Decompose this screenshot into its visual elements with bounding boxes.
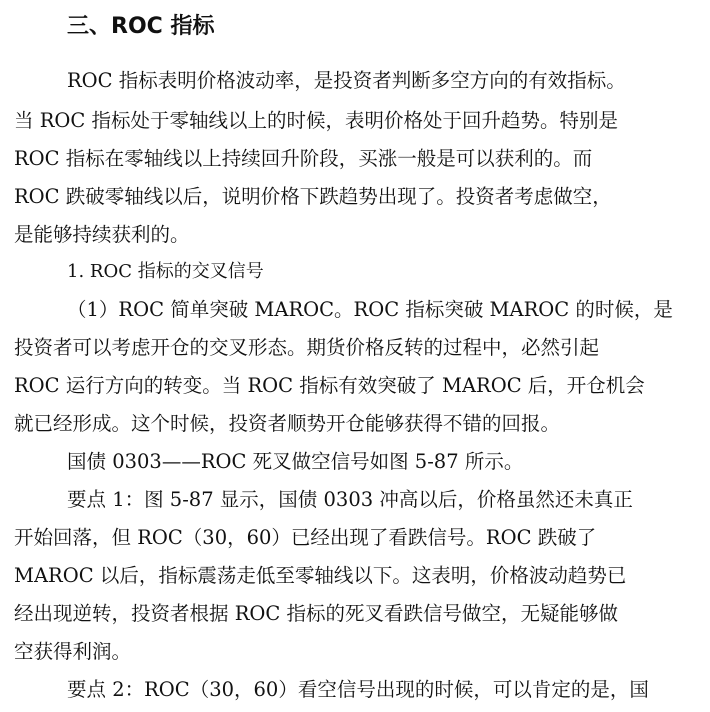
paragraph-3-line-2: 开始回落，但 ROC（30，60）已经出现了看跌信号。ROC 跌破了	[14, 526, 597, 549]
paragraph-2-line-2: 投资者可以考虑开仓的交叉形态。期货价格反转的过程中，必然引起	[14, 336, 600, 359]
paragraph-4-line-1: 要点 2：ROC（30，60）看空信号出现的时候，可以肯定的是，国	[67, 678, 649, 701]
paragraph-2-line-3: ROC 运行方向的转变。当 ROC 指标有效突破了 MAROC 后，开仓机会	[14, 374, 645, 397]
paragraph-2-line-4: 就已经形成。这个时候，投资者顺势开仓能够获得不错的回报。	[14, 412, 561, 435]
section-heading: 三、ROC 指标	[67, 14, 215, 39]
paragraph-2-line-1: （1）ROC 简单突破 MAROC。ROC 指标突破 MAROC 的时候，是	[67, 298, 673, 321]
paragraph-3-line-4: 经出现逆转，投资者根据 ROC 指标的死叉看跌信号做空，无疑能够做	[14, 602, 618, 625]
figure-reference: 国债 0303——ROC 死叉做空信号如图 5-87 所示。	[67, 450, 524, 473]
paragraph-3-line-3: MAROC 以后，指标震荡走低至零轴线以下。这表明，价格波动趋势已	[14, 564, 627, 587]
paragraph-1-line-1: ROC 指标表明价格波动率，是投资者判断多空方向的有效指标。	[67, 69, 626, 92]
paragraph-1-line-5: 是能够持续获利的。	[14, 223, 190, 246]
paragraph-1-line-2: 当 ROC 指标处于零轴线以上的时候，表明价格处于回升趋势。特别是	[14, 109, 618, 132]
subsection-heading: 1. ROC 指标的交叉信号	[67, 261, 264, 282]
paragraph-1-line-3: ROC 指标在零轴线以上持续回升阶段，买涨一般是可以获利的。而	[14, 147, 593, 170]
paragraph-1-line-4: ROC 跌破零轴线以后，说明价格下跌趋势出现了。投资者考虑做空，	[14, 185, 612, 208]
paragraph-3-line-1: 要点 1：图 5-87 显示，国债 0303 冲高以后，价格虽然还未真正	[67, 488, 633, 511]
paragraph-3-line-5: 空获得利润。	[14, 640, 132, 663]
